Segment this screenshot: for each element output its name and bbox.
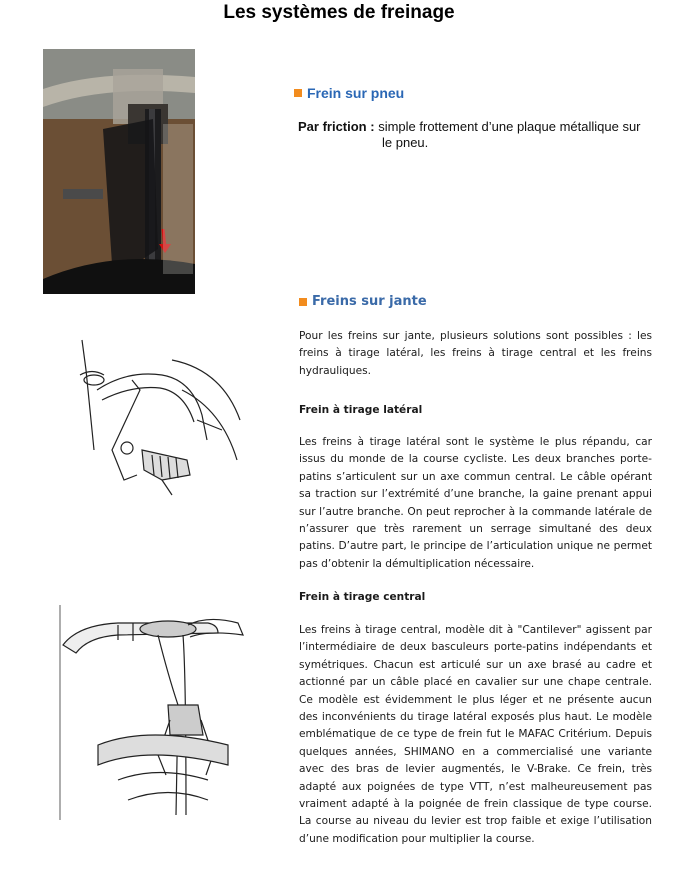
definition-text-line2: le pneu. bbox=[382, 135, 429, 150]
side-pull-brake-sketch bbox=[72, 330, 242, 510]
section-heading-tyre-brake bbox=[294, 85, 404, 101]
subheading-center-pull: Frein à tirage central bbox=[299, 591, 426, 603]
rim-brakes-intro: Pour les freins sur jante, plusieurs solutions sont possibles : les freins à tirage latéral, les freins à tirage central et les freins hydrauliques. bbox=[299, 330, 652, 377]
center-pull-brake-sketch bbox=[58, 605, 248, 820]
center-pull-paragraph: Les freins à tirage central, modèle dit à "Cantilever" agissent par l’intermédiaire de deux basculeurs porte-patins indépendants et symétriques. Chacun est articulé sur un axe brasé au cadre et actionné par un câble placé en cavalier sur une chape centrale. Ce modèle est évidemment le plus léger et ne présente aucun des inconvénients du tirage latéral exposés plus haut. Le modèle emblématique de ce type de frein fut le MAFAC Critérium. Depuis quelques années, SHIMANO en a commercialisé une variante avec des bras de levier augmentés, le V-Brake. Ce frein, très adapté aux poignées de type VTT, n’est malheureusement pas vraiment adapté à la poignée de frein classique de type course. La course au niveau du levier est trop faible et exige l’utilisation d’une modification pour multiplier la course. bbox=[299, 624, 652, 845]
definition-text-line1: simple frottement d’une plaque métallique sur bbox=[378, 119, 641, 134]
page-title: Les systèmes de freinage bbox=[223, 2, 455, 23]
section-heading-text: Frein sur pneu bbox=[307, 85, 405, 101]
friction-definition bbox=[298, 119, 668, 151]
section-heading-text: Freins sur jante bbox=[312, 294, 427, 309]
bullet-square-icon bbox=[294, 89, 302, 97]
tyre-brake-photo bbox=[43, 49, 195, 294]
definition-term: Par friction : bbox=[298, 119, 375, 134]
subheading-side-pull: Frein à tirage latéral bbox=[299, 404, 423, 416]
section-heading-rim-brakes bbox=[299, 294, 427, 309]
bullet-square-icon bbox=[299, 298, 307, 306]
side-pull-paragraph: Les freins à tirage latéral sont le système le plus répandu, car issus du monde de la course cycliste. Les deux branches porte-patins s’articulent sur un axe commun central. Le câble opérant sa traction sur l’extrémité d’une branche, la gaine prenant appui sur l’autre branche. On peut reprocher à la commande latérale de n’assurer que très rarement un serrage simultané des deux patins. D’autre part, le principe de l’articulation unique ne permet pas d’obtenir la démultiplication nécessaire. bbox=[299, 436, 652, 570]
